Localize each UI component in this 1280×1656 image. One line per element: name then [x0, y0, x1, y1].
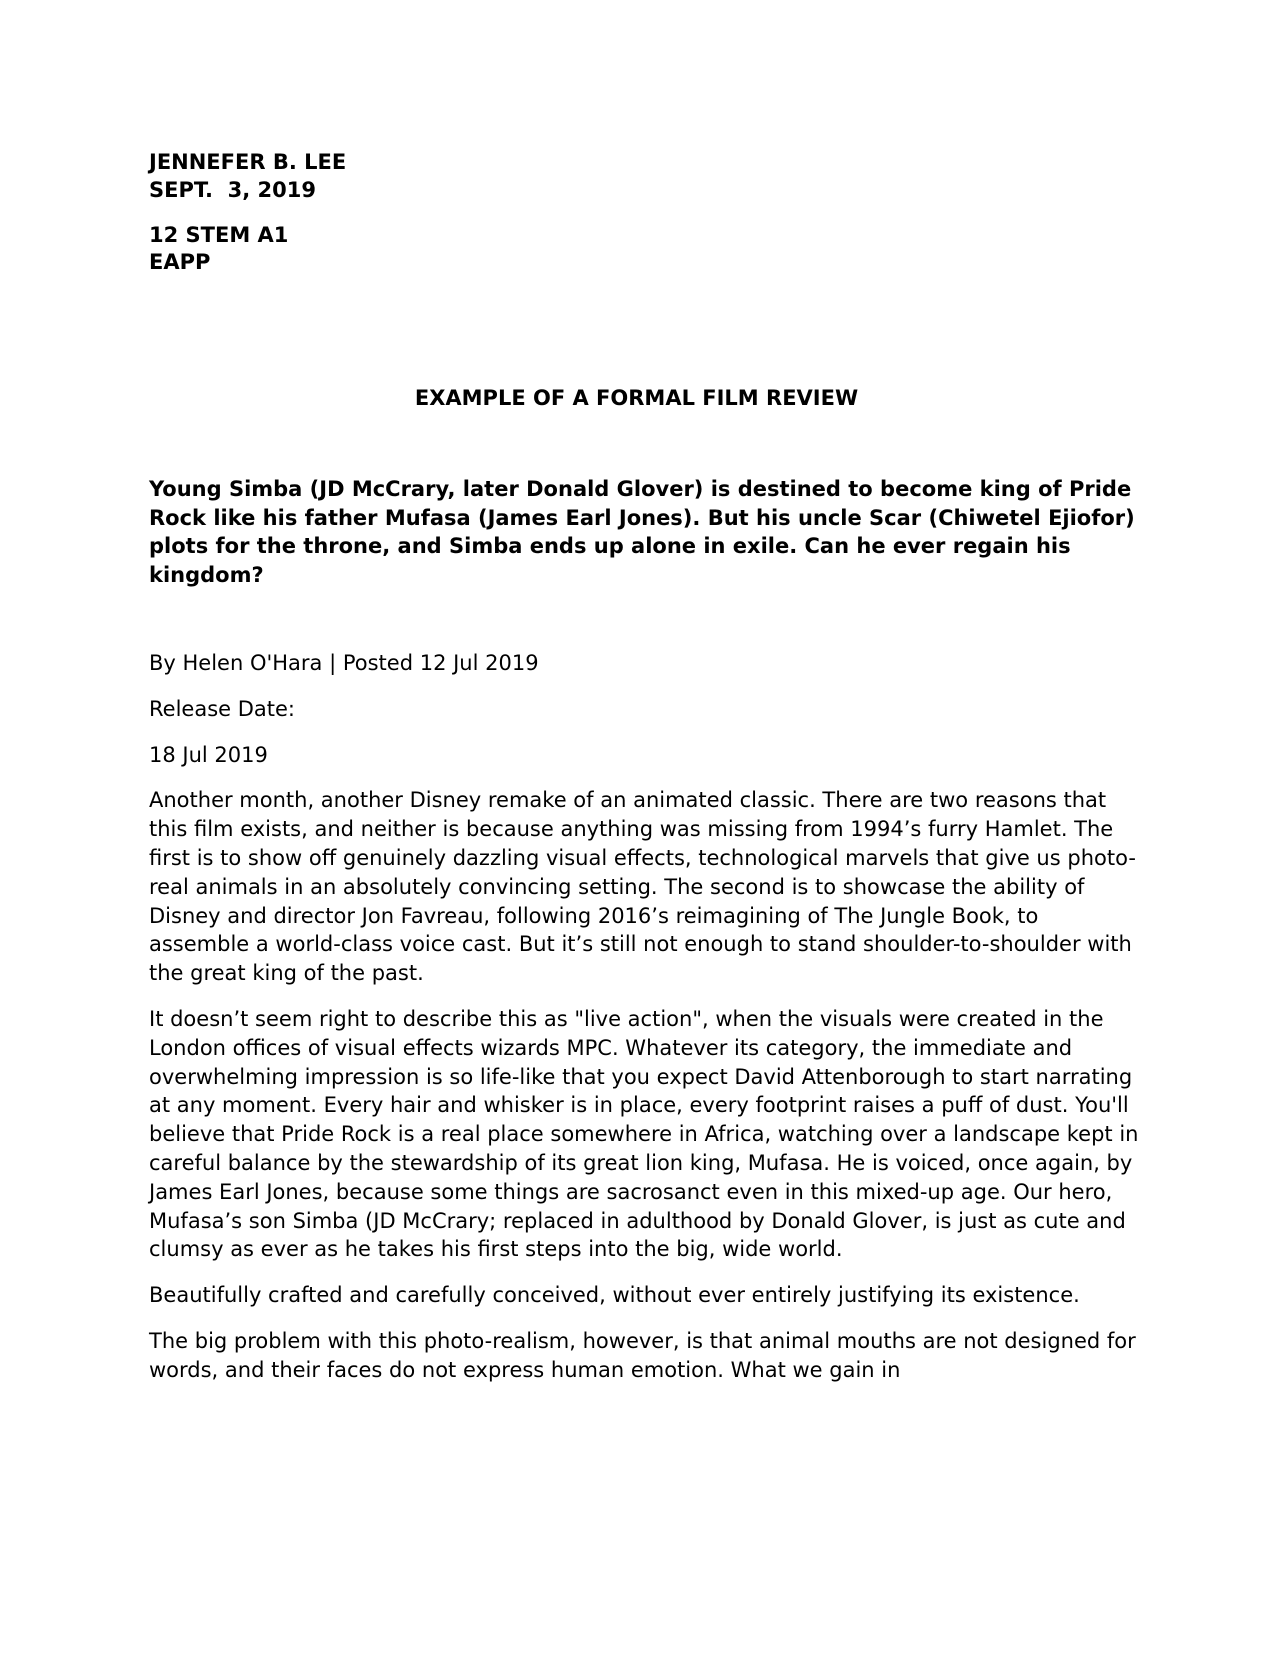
page-title: EXAMPLE OF A FORMAL FILM REVIEW: [414, 386, 859, 410]
byline: By Helen O'Hara | Posted 12 Jul 2019: [149, 651, 539, 675]
header-author-date: [149, 148, 346, 204]
film-synopsis: Young Simba (JD McCrary, later Donald Glover) is destined to become king of Pride Rock like his father Mufasa (James Earl Jones). But his uncle Scar (Chiwetel Ejiofor) plots for the throne, and Simba ends up alone in exile. Can he ever regain his kingdom?: [149, 477, 1135, 587]
review-paragraph-4: The big problem with this photo-realism, however, is that animal mouths are not designed for words, and their faces do not express human emotion. What we gain in: [149, 1328, 1136, 1382]
review-paragraph-1: Another month, another Disney remake of an animated classic. There are two reasons that this film exists, and neither is because anything was missing from 1994’s furry Hamlet. The first is to show off genuinely dazzling visual effects, technological marvels that give us photo-real animals in an absolutely convincing setting. The second is to showcase the ability of Disney and director Jon Favreau, following 2016’s reimagining of The Jungle Book, to assemble a world-class voice cast. But it’s still not enough to stand shoulder-to-shoulder with the great king of the past.: [149, 788, 1136, 986]
document-date: SEPT. 3, 2019: [149, 178, 316, 202]
review-paragraph-3: Beautifully crafted and carefully conceived, without ever entirely justifying its existence.: [149, 1283, 1080, 1308]
author-name: JENNEFER B. LEE: [149, 150, 347, 174]
review-body: [149, 649, 1139, 1402]
release-date-value: 18 Jul 2019: [149, 742, 268, 767]
header-class-info: [149, 222, 288, 276]
subject-name: EAPP: [149, 250, 211, 274]
class-section: 12 STEM A1: [149, 223, 289, 247]
release-date-label: Release Date:: [149, 696, 295, 721]
review-paragraph-2: It doesn’t seem right to describe this as "live action", when the visuals were created in the London offices of visual effects wizards MPC. Whatever its category, the immediate and overwhelming impression is so life-like that you expect David Attenborough to start narrating at any moment. Every hair and whisker is in place, every footprint raises a puff of dust. You'll believe that Pride Rock is a real place somewhere in Africa, watching over a landscape kept in careful balance by the stewardship of its great lion king, Mufasa. He is voiced, once again, by James Earl Jones, because some things are sacrosanct even in this mixed-up age. Our hero, Mufasa’s son Simba (JD McCrary; replaced in adulthood by Donald Glover, is just as cute and clumsy as ever as he takes his first steps into the big, wide world.: [149, 1006, 1139, 1262]
